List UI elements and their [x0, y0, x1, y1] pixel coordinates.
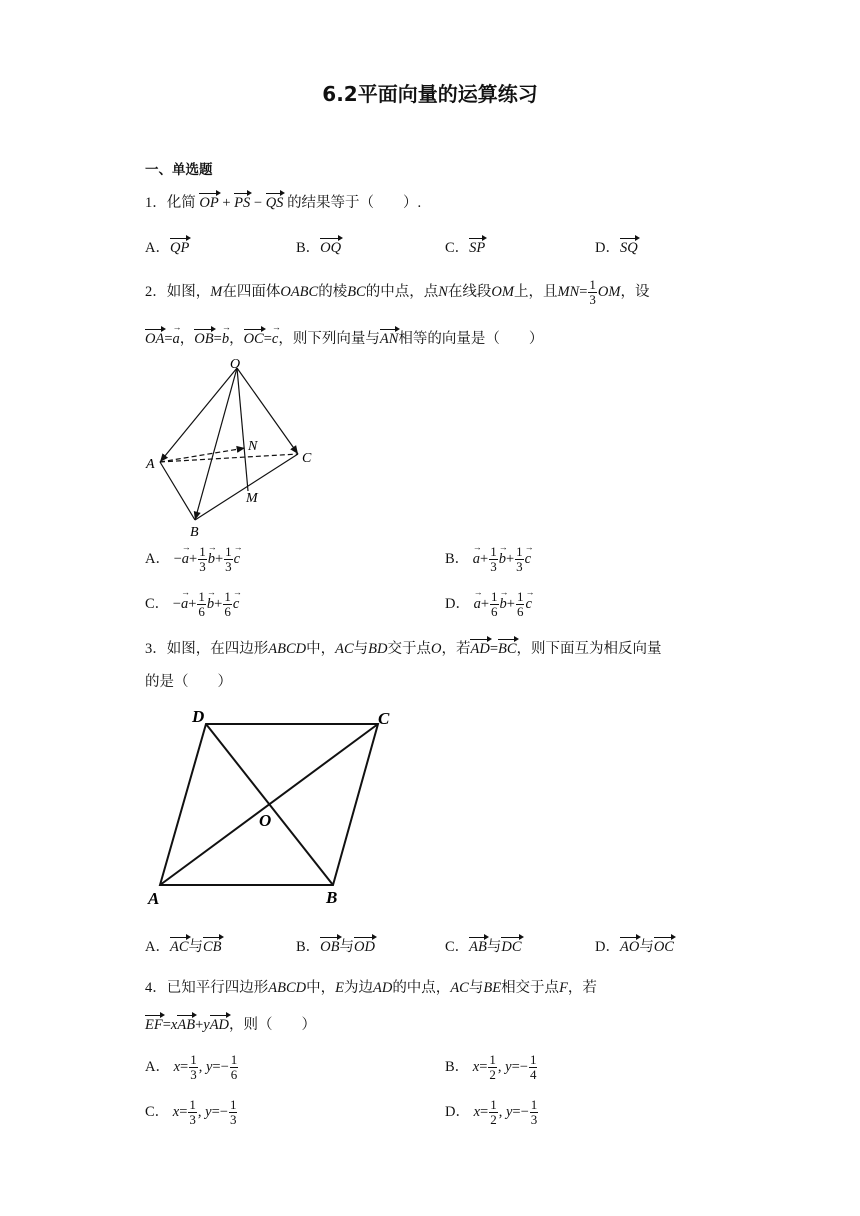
q4-option-a: A． x= $\frac{1}{3}$ , y=− $\frac{1}{6}$ — [145, 1052, 238, 1082]
label-a: A — [148, 889, 160, 908]
label-a: A — [146, 457, 155, 472]
tetrahedron-figure — [140, 352, 330, 542]
q4-option-d: D． x= $\frac{1}{2}$ , y=− $\frac{1}{3}$ — [445, 1097, 538, 1127]
q3-option-c: C．AB与DC — [445, 935, 522, 956]
section-heading: 一、单选题 — [145, 162, 213, 178]
fraction: $\frac{1}{3}$ — [589, 277, 596, 307]
label-n: N — [248, 439, 258, 454]
question-4-line-2: EF=xAB+yAD，则（ ） — [145, 1013, 316, 1034]
question-2-line-2: OA=→ a，OB=→ b，OC=→ c，则下列向量与AN相等的向量是（ ） — [145, 327, 543, 348]
q2-option-d: D． → a+ $\frac{1}{6}$ → b+ $\frac{1}{6}$ → c — [445, 590, 532, 619]
q3-option-b: B．OB与OD — [296, 935, 375, 956]
q3-option-d: D．AO与OC — [595, 935, 674, 956]
label-b: B — [326, 888, 338, 907]
q4-option-c: C． x= $\frac{1}{3}$ , y=− $\frac{1}{3}$ — [145, 1097, 237, 1127]
page-title: 6.2平面向量的运算练习 — [322, 82, 538, 106]
label-d: D — [192, 707, 205, 726]
q4-option-b: B． x= $\frac{1}{2}$ , y=− $\frac{1}{4}$ — [445, 1052, 537, 1082]
question-3-line-2: 的是（ ） — [145, 674, 232, 690]
label-m: M — [246, 491, 258, 506]
q2-option-b: B． → a+ $\frac{1}{3}$ → b+ $\frac{1}{3}$ → c — [445, 545, 531, 574]
q1-option-d: D．SQ — [595, 236, 638, 257]
q1-option-c: C．SP — [445, 236, 485, 257]
label-o: O — [230, 357, 241, 372]
question-1: 1．化简 OP + PS − QS 的结果等于（ ）. — [145, 191, 421, 212]
question-4-line-1: 4．已知平行四边形ABCD中，E为边AD的中点，AC与BE相交于点F，若 — [145, 980, 597, 996]
question-2-line-1: 2．如图，M在四面体OABC的棱BC的中点，点N在线段OM上，且MN= $\frac{1}{3}$ OM，设 — [145, 277, 650, 307]
label-c: C — [378, 709, 390, 728]
vector-qs: QS — [266, 192, 284, 212]
question-3-line-1: 3．如图，在四边形ABCD中，AC与BD交于点O，若AD=BC，则下面互为相反向量 — [145, 637, 662, 658]
quadrilateral-figure — [140, 700, 410, 912]
q2-option-c: C． −→ a+ $\frac{1}{6}$ → b+ $\frac{1}{6}$ → c — [145, 590, 239, 619]
label-b: B — [190, 525, 199, 540]
label-o: O — [259, 811, 272, 830]
q2-option-a: A． −→ a+ $\frac{1}{3}$ → b+ $\frac{1}{3}$ → c — [145, 545, 240, 574]
label-c: C — [302, 451, 312, 466]
q1-option-a: A．QP — [145, 236, 189, 257]
q1-option-b: B．OQ — [296, 236, 341, 257]
vector-op: OP — [199, 192, 218, 212]
vector-ps: PS — [234, 192, 250, 212]
q3-option-a: A．AC与CB — [145, 935, 222, 956]
